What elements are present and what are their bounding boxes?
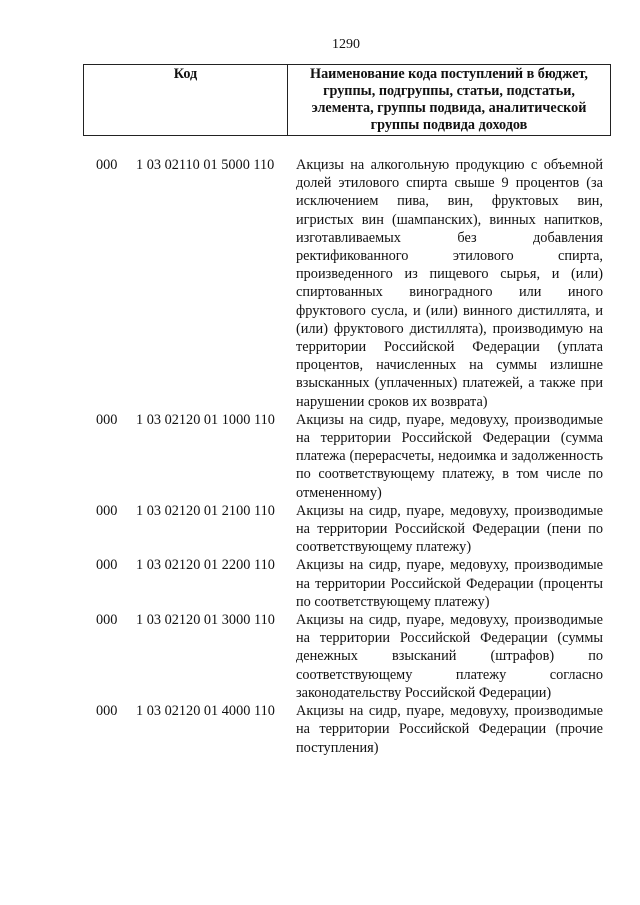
table-row (96, 156, 616, 411)
table-row (96, 502, 616, 557)
revenue-description: Акцизы на алкогольную продукцию с объемной долей этилового спирта свыше 9 процентов (за исключением пива, вин, фруктовых вин, игристых вин (шампанских), винных напитков, изготавливаемых без добавления ректификованного этилового спирта, произведенного из пищевого сырья, и (или) спиртованных виноградного или иного фруктового сусла, и (или) винного дистиллята, и (или) фруктового дистиллята), производимую на территории Российской Федерации (уплата процентов, начисленных на суммы излишне взысканных (уплаченных) платежей, а также при нарушении сроков их возврата) (296, 157, 603, 410)
header-name-cell (288, 65, 611, 136)
revenue-description: Акцизы на сидр, пуаре, медовуху, производимые на территории Российской Федерации (суммы денежных взысканий (штрафов) по соответствующему платежу согласно законодательству Российской Федерации) (296, 612, 603, 701)
admin-code: 000 (96, 157, 118, 173)
page-number: 1290 (332, 37, 360, 52)
table-row (96, 702, 616, 757)
admin-code: 000 (96, 502, 118, 519)
table-row (96, 556, 616, 611)
revenue-code: 1 03 02120 01 2200 110 (136, 557, 275, 574)
header-code-label: Код (173, 66, 198, 82)
revenue-code: 1 03 02120 01 4000 110 (136, 703, 275, 720)
revenue-description: Акцизы на сидр, пуаре, медовуху, производимые на территории Российской Федерации (пени по соответствующему платежу) (296, 502, 603, 556)
revenue-description: Акцизы на сидр, пуаре, медовуху, производимые на территории Российской Федерации (сумма платежа (перерасчеты, недоимка и задолженность по соответствующему платежу, в том числе по отмененному) (296, 411, 603, 501)
table-row (96, 411, 616, 502)
admin-code: 000 (96, 557, 118, 574)
admin-code: 000 (96, 703, 118, 720)
header-code-cell (84, 65, 288, 136)
table-header (83, 64, 611, 136)
admin-code: 000 (96, 411, 118, 428)
revenue-code: 1 03 02120 01 3000 110 (136, 612, 275, 629)
header-name-label: Наименование кода поступлений в бюджет, группы, подгруппы, статьи, подстатьи, элемента, группы подвида, аналитической группы подвида доходов (310, 66, 588, 133)
table-body (96, 156, 616, 757)
revenue-code: 1 03 02120 01 1000 110 (136, 411, 275, 428)
revenue-code: 1 03 02120 01 2100 110 (136, 502, 275, 519)
revenue-code: 1 03 02110 01 5000 110 (136, 157, 275, 173)
table-row (96, 611, 616, 702)
revenue-description: Акцизы на сидр, пуаре, медовуху, производимые на территории Российской Федерации (прочие поступления) (296, 703, 603, 756)
revenue-description: Акцизы на сидр, пуаре, медовуху, производимые на территории Российской Федерации (проценты по соответствующему платежу) (296, 557, 603, 610)
admin-code: 000 (96, 612, 118, 629)
